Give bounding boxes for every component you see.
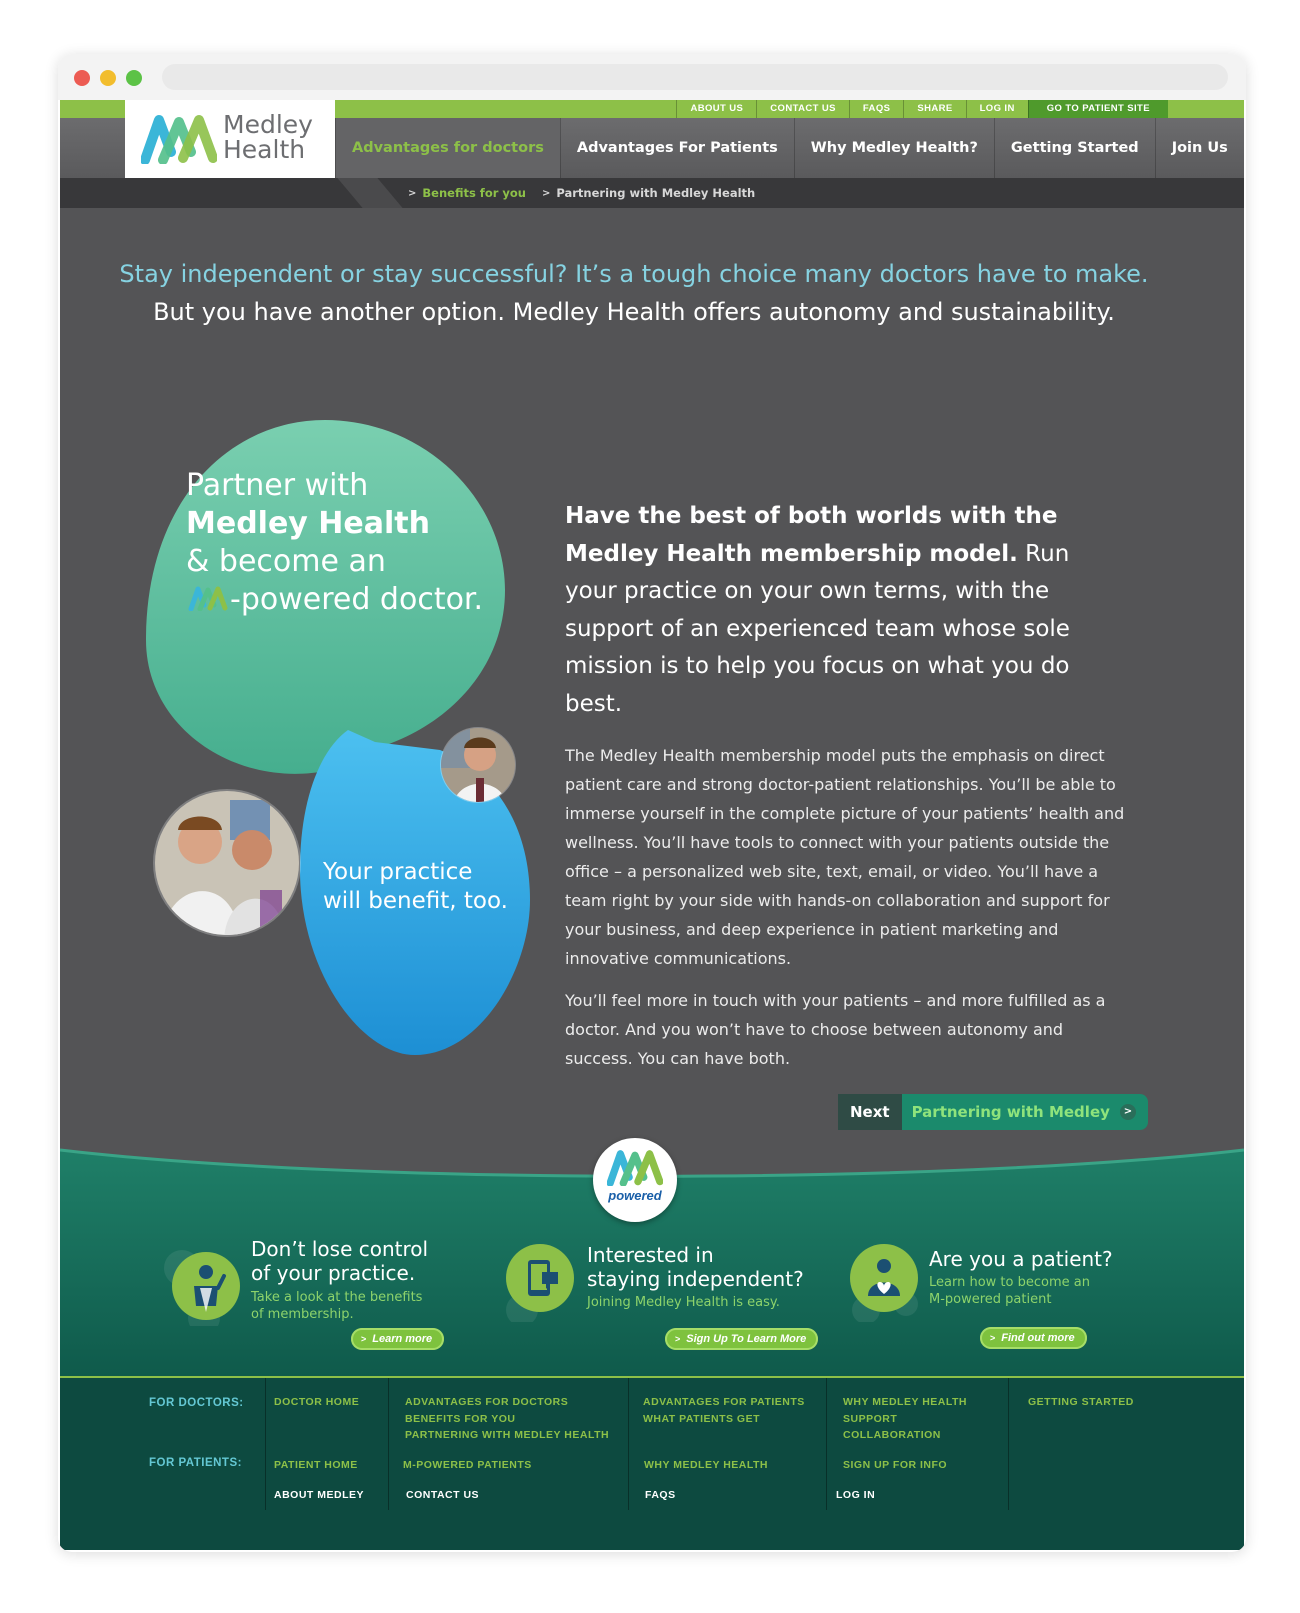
body-paragraph-2: You’ll feel more in touch with your patients – and more fulfilled as a doctor. And you won’t have to choose between autonomy and success. You can have both.	[565, 991, 1106, 1068]
feature-1-sub-line-2: of membership.	[251, 1307, 354, 1322]
find-out-more-label: Find out more	[1001, 1332, 1075, 1344]
logo-line-2: Health	[223, 135, 306, 164]
maximize-window-button[interactable]	[126, 70, 142, 86]
footer-log-in[interactable]: LOG IN	[836, 1489, 876, 1501]
feature-2-title-line-2: staying independent?	[587, 1267, 804, 1291]
footer-faqs[interactable]: FAQS	[645, 1489, 676, 1501]
sign-up-to-learn-more-button[interactable]	[665, 1328, 818, 1350]
patient-heart-icon	[846, 1242, 926, 1322]
learn-more-button[interactable]	[351, 1328, 444, 1350]
feature-2-subtitle	[587, 1294, 780, 1311]
util-faqs[interactable]: FAQS	[849, 100, 903, 118]
next-label: Next	[838, 1094, 902, 1130]
lead-paragraph	[565, 498, 1125, 723]
nav-join-us[interactable]: Join Us	[1155, 118, 1244, 178]
footer-benefits-for-you[interactable]: BENEFITS FOR YOU	[405, 1412, 516, 1425]
footer-advantages-for-patients[interactable]: ADVANTAGES FOR PATIENTS	[643, 1396, 805, 1408]
footer-getting-started[interactable]: GETTING STARTED	[1028, 1396, 1134, 1408]
powered-label: powered	[608, 1188, 662, 1203]
footer-what-patients-get[interactable]: WHAT PATIENTS GET	[643, 1412, 760, 1425]
nav-why-medley-health[interactable]: Why Medley Health?	[794, 118, 994, 178]
body-paragraph-1: The Medley Health membership model puts the emphasis on direct patient care and strong doctor-patient relationships. You’ll be able to immerse yourself in the complete picture of your patients’ health and wellness. You’ll have tools to connect with your patients outside the office – a personalized web site, text, email, or video. You’ll have a team right by your side with hands-on collaboration and support for your business, and deep experience in patient marketing and innovative communications.	[565, 746, 1125, 968]
feature-3-title	[929, 1247, 1113, 1271]
footer-contact-us[interactable]: CONTACT US	[406, 1489, 480, 1501]
bubble2-line-1: Your practice	[323, 859, 473, 885]
intro-line-1: Stay independent or stay successful? It’s a tough choice many doctors have to make.	[119, 260, 1149, 288]
logo-text	[223, 112, 313, 162]
logo-line-1: Medley	[223, 110, 313, 139]
practice-bubble-text	[323, 858, 508, 916]
bubble-line-2: Medley Health	[186, 506, 430, 541]
learn-more-label: Learn more	[372, 1333, 433, 1345]
footer-divider	[265, 1378, 266, 1510]
intro-text	[60, 255, 1208, 331]
breadcrumb-benefits-for-you[interactable]: Benefits for you	[422, 186, 526, 200]
footer-patient-home[interactable]: PATIENT HOME	[274, 1459, 358, 1471]
footer-support[interactable]: SUPPORT	[843, 1412, 898, 1425]
bubble2-line-2: will benefit, too.	[323, 888, 508, 914]
utility-nav	[676, 100, 1168, 118]
find-out-more-button[interactable]	[980, 1327, 1087, 1349]
browser-window	[58, 54, 1246, 1552]
footer-doctors-col-3	[643, 1394, 805, 1427]
footer-advantages-for-doctors[interactable]: ADVANTAGES FOR DOCTORS	[405, 1396, 569, 1408]
footer-for-doctors-label: FOR DOCTORS:	[149, 1397, 244, 1409]
feature-2-sub-line-1: Joining Medley Health is easy.	[587, 1295, 780, 1310]
feature-3-subtitle	[929, 1274, 1090, 1308]
chevron-right-icon: >	[541, 187, 551, 199]
nav-advantages-for-doctors[interactable]: Advantages for doctors	[335, 118, 560, 178]
util-about-us[interactable]: ABOUT US	[676, 100, 756, 118]
m-logo-icon	[607, 1148, 663, 1186]
footer-doctors-col-4	[843, 1394, 967, 1444]
chevron-right-icon: >	[408, 187, 417, 199]
util-log-in[interactable]: LOG IN	[966, 100, 1028, 118]
feature-3-title-line-1: Are you a patient?	[929, 1247, 1113, 1271]
footer-collaboration[interactable]: COLLABORATION	[843, 1429, 941, 1441]
address-bar[interactable]	[162, 64, 1228, 90]
hero-bubbles-graphic	[140, 350, 550, 1070]
chevron-right-icon: >	[1120, 1104, 1136, 1120]
browser-toolbar	[58, 54, 1246, 100]
feature-1-sub-line-1: Take a look at the benefits	[251, 1290, 423, 1305]
footer-divider	[388, 1378, 389, 1510]
nav-getting-started[interactable]: Getting Started	[994, 118, 1155, 178]
util-share[interactable]: SHARE	[903, 100, 965, 118]
m-logo-icon	[186, 585, 230, 611]
footer-for-patients-label: FOR PATIENTS:	[149, 1457, 242, 1469]
site-footer	[60, 1376, 1244, 1550]
footer-why-medley-health[interactable]: WHY MEDLEY HEALTH	[843, 1396, 968, 1408]
phone-chat-icon	[500, 1242, 580, 1322]
intro-line-2: But you have another option. Medley Health offers autonomy and sustainability.	[153, 298, 1115, 326]
m-powered-badge	[593, 1138, 677, 1222]
util-contact-us[interactable]: CONTACT US	[756, 100, 849, 118]
bubble-line-4: -powered doctor.	[230, 582, 484, 617]
footer-divider	[628, 1378, 629, 1510]
feature-3-sub-line-2: M-powered patient	[929, 1292, 1052, 1307]
feature-2-title-line-1: Interested in	[587, 1243, 714, 1267]
footer-partnering[interactable]: PARTNERING WITH MEDLEY HEALTH	[405, 1429, 610, 1441]
feature-2-title	[587, 1243, 804, 1291]
logo[interactable]	[125, 100, 335, 178]
footer-doctors-col-2	[405, 1394, 609, 1444]
feature-1-title-line-1: Don’t lose control	[251, 1237, 429, 1261]
nav-advantages-for-patients[interactable]: Advantages For Patients	[560, 118, 794, 178]
feature-1-title-line-2: of your practice.	[251, 1261, 416, 1285]
next-page-button[interactable]	[838, 1094, 1148, 1130]
footer-doctor-home[interactable]: DOCTOR HOME	[274, 1396, 360, 1408]
close-window-button[interactable]	[74, 70, 90, 86]
partner-bubble-text	[186, 467, 483, 619]
go-to-patient-site-button[interactable]: GO TO PATIENT SITE	[1028, 100, 1168, 118]
lead-rest: Run your practice on your own terms, with the support of an experienced team whose sole mission is to help you focus on what you do best.	[565, 540, 1070, 717]
bubble-line-3: & become an	[186, 544, 386, 579]
footer-divider	[1008, 1378, 1009, 1510]
bubble-line-1: Partner with	[186, 468, 369, 503]
minimize-window-button[interactable]	[100, 70, 116, 86]
footer-why-medley-health-patients[interactable]: WHY MEDLEY HEALTH	[644, 1459, 769, 1471]
next-link[interactable]	[902, 1094, 1148, 1130]
sign-up-label: Sign Up To Learn More	[686, 1333, 807, 1345]
website	[60, 100, 1244, 1550]
lead-bold: Have the best of both worlds with the Medley Health membership model.	[565, 503, 1058, 567]
footer-sign-up-for-info[interactable]: SIGN UP FOR INFO	[843, 1459, 948, 1471]
breadcrumb-partnering[interactable]: Partnering with Medley Health	[556, 186, 756, 200]
footer-m-powered-patients[interactable]: M-POWERED PATIENTS	[403, 1459, 532, 1471]
feature-3-sub-line-1: Learn how to become an	[929, 1275, 1090, 1290]
footer-divider	[826, 1378, 827, 1510]
feature-1-subtitle	[251, 1289, 422, 1323]
footer-about-medley[interactable]: ABOUT MEDLEY	[274, 1489, 364, 1501]
doctor-icon	[160, 1246, 240, 1326]
play-arrow-icon: >	[675, 1334, 681, 1344]
next-link-text: Partnering with Medley	[911, 1103, 1110, 1121]
feature-1-title	[251, 1237, 428, 1285]
medley-logo-icon	[141, 112, 217, 164]
play-arrow-icon: >	[361, 1334, 367, 1344]
play-arrow-icon: >	[990, 1333, 996, 1343]
main-nav	[335, 118, 1244, 178]
breadcrumb	[408, 178, 771, 208]
